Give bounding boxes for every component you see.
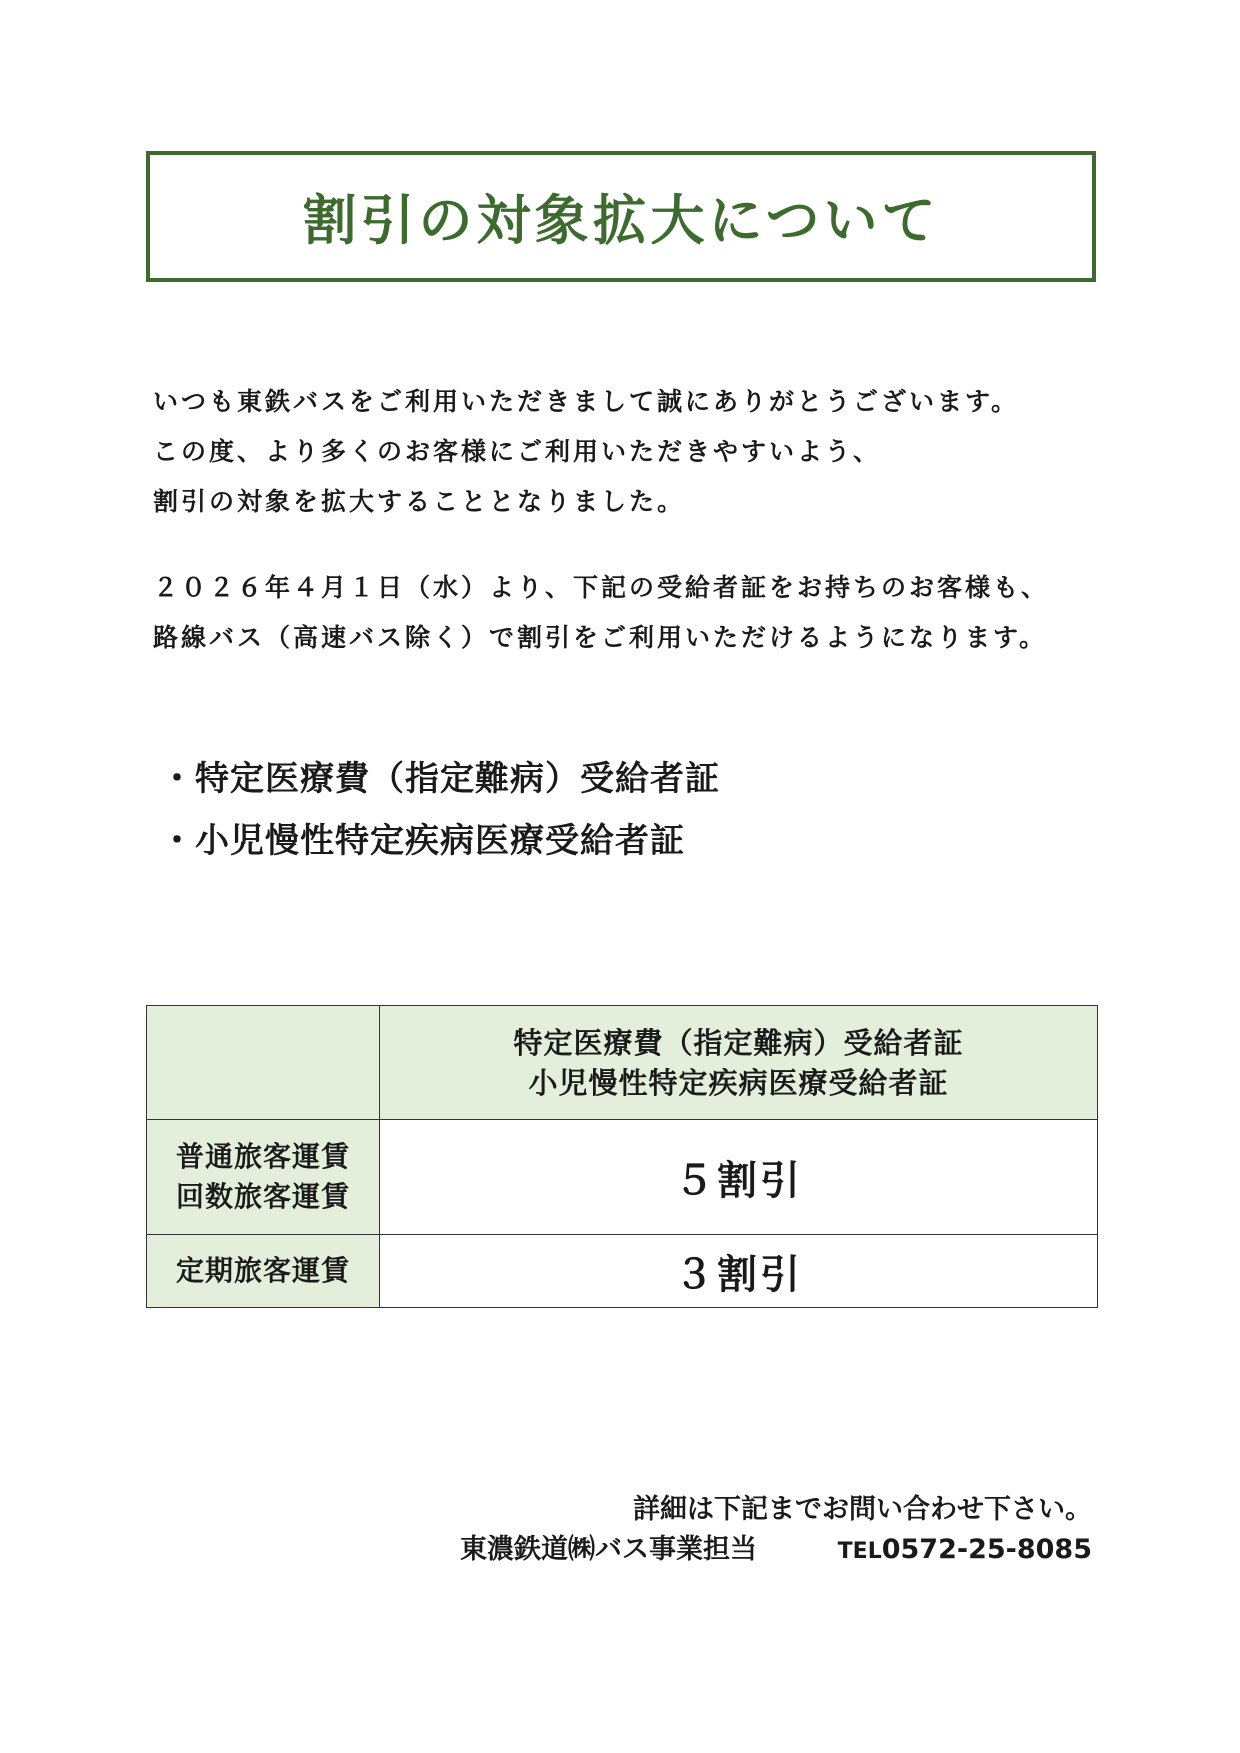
contact-note: 詳細は下記までお問い合わせ下さい。 [633, 1494, 1092, 1525]
title-box [146, 151, 1096, 282]
intro-line: この度、より多くのお客様にご利用いただきやすいよう、 [153, 437, 882, 466]
discount-rate-cell [380, 1235, 1098, 1308]
table-header-row [147, 1006, 1098, 1120]
discount-table [146, 1005, 1098, 1308]
department-name: 東濃鉄道㈱バス事業担当 [460, 1534, 757, 1565]
detail-line: ２０２６年４月１日（水）より、下記の受給者証をお持ちのお客様も、 [153, 573, 1050, 602]
table-row [147, 1235, 1098, 1308]
detail-line: 路線バス（高速バス除く）で割引をご利用いただけるようになります。 [153, 623, 1048, 652]
table-row [147, 1120, 1098, 1235]
intro-paragraph [153, 377, 1019, 527]
discount-rate: ５割引 [674, 1157, 803, 1204]
fare-type-cell [147, 1120, 380, 1235]
list-item: ・小児慢性特定疾病医療受給者証 [160, 821, 685, 861]
tel-number: 0572-25-8085 [881, 1534, 1092, 1565]
table-corner-cell [147, 1006, 380, 1120]
fare-type-label: 回数旅客運賃 [175, 1180, 350, 1213]
page-title: 割引の対象拡大について [302, 189, 940, 252]
header-line: 特定医療費（指定難病）受給者証 [513, 1025, 964, 1060]
contact-line [460, 1530, 1092, 1572]
table-header-cell [380, 1006, 1098, 1120]
intro-line: 割引の対象を拡大することとなりました。 [153, 487, 686, 516]
eligible-certificates-list [160, 748, 720, 872]
detail-paragraph [153, 563, 1049, 663]
phone-number [838, 1530, 1092, 1572]
tel-prefix: TEL [837, 1539, 882, 1564]
discount-rate: ３割引 [674, 1251, 803, 1298]
fare-type-label: 普通旅客運賃 [175, 1140, 350, 1173]
contact-info [460, 1490, 1092, 1572]
discount-rate-cell [380, 1120, 1098, 1235]
header-line: 小児慢性特定疾病医療受給者証 [528, 1065, 949, 1100]
fare-type-label: 定期旅客運賃 [175, 1254, 350, 1287]
list-item: ・特定医療費（指定難病）受給者証 [160, 759, 720, 799]
intro-line: いつも東鉄バスをご利用いただきまして誠にありがとうございます。 [153, 387, 1020, 416]
fare-type-cell [147, 1235, 380, 1308]
